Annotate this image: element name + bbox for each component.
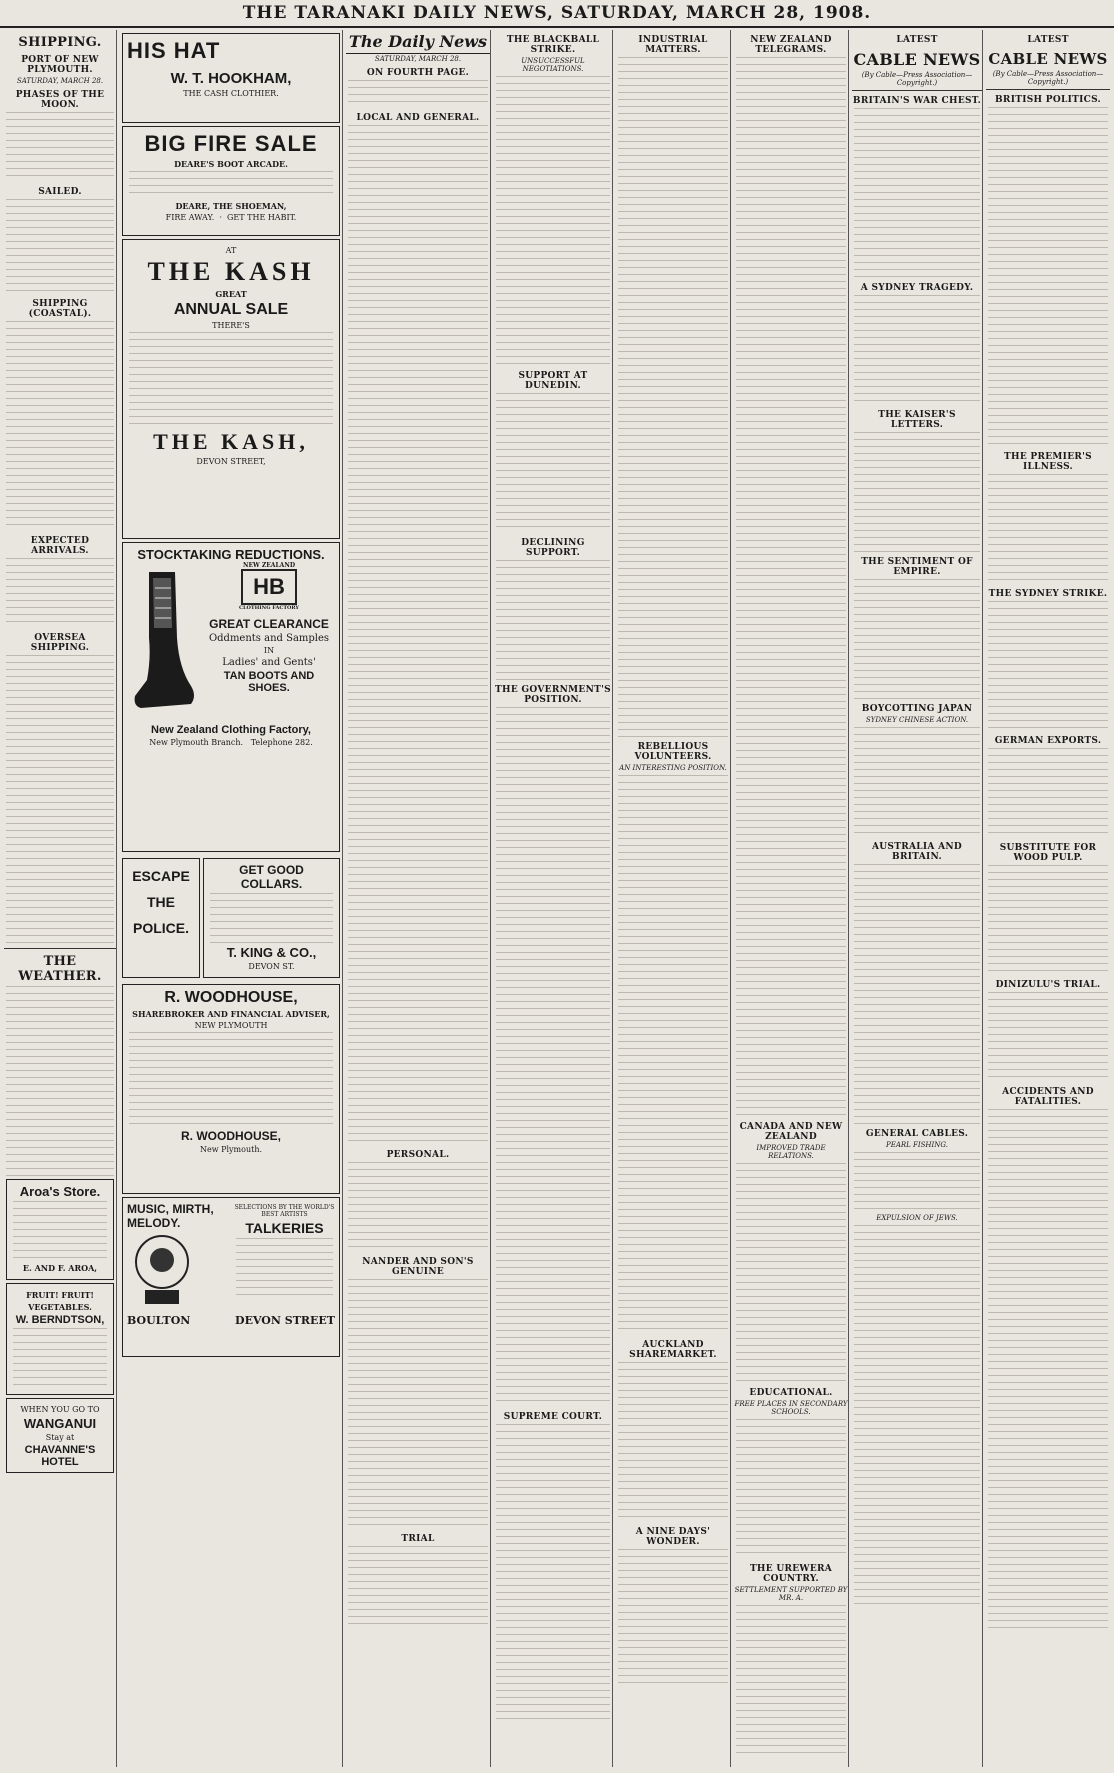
heading-british-politics: BRITISH POLITICS. (995, 95, 1101, 105)
cable-news-title-2: CABLE NEWS (988, 50, 1108, 68)
urewera-text (736, 1605, 846, 1755)
woodhouse-name: R. WOODHOUSE, (164, 989, 298, 1006)
wanganui-line1: WHEN YOU GO TO (20, 1405, 100, 1414)
german-text (988, 748, 1108, 838)
weather-report (6, 986, 114, 1176)
ad-the-kash (122, 239, 340, 539)
boulton-name: BOULTON (127, 1314, 191, 1327)
heading-expected-arrivals: EXPECTED ARRIVALS. (30, 536, 90, 556)
nzcf-tel: Telephone 282. (250, 738, 313, 747)
heading-substitute: SUBSTITUTE FOR WOOD PULP. (999, 843, 1097, 863)
heading-urewera: THE UREWERA COUNTRY. (749, 1564, 833, 1584)
heading-rebellious: REBELLIOUS VOLUNTEERS. (634, 742, 712, 762)
escape-police: ESCAPE THE POLICE. (132, 868, 190, 936)
by-cable-2: (By Cable—Press Association—Copyright.) (992, 70, 1104, 86)
nzcf-content (127, 562, 335, 724)
ad-nz-clothing-factory (122, 542, 340, 852)
his-hat-title: HIS HAT (127, 38, 221, 63)
personal-text (348, 1162, 488, 1252)
column-advertisements (120, 30, 343, 1767)
aroa-title: Aroa's Store. (19, 1184, 101, 1199)
british-politics-text (988, 107, 1108, 447)
talkeries-title: TALKERIES (245, 1220, 324, 1236)
boycotting-sub: SYDNEY CHINESE ACTION. (865, 716, 969, 724)
supreme-text (496, 1424, 610, 1724)
woodhouse-np: NEW PLYMOUTH (194, 1021, 268, 1030)
talkeries-selections: SELECTIONS BY THE WORLD'S BEST ARTISTS (234, 1204, 335, 1218)
educational-sub: FREE PLACES IN SECONDARY SCHOOLS. (734, 1400, 848, 1416)
heading-support-dunedin: SUPPORT AT DUNEDIN. (518, 371, 588, 391)
kash-title-2: THE KASH, (153, 429, 309, 454)
heading-sentiment: THE SENTIMENT OF EMPIRE. (861, 557, 973, 577)
ad-boulton-talkeries (122, 1197, 340, 1357)
educational-text (736, 1419, 846, 1559)
heading-blackball: THE BLACKBALL STRIKE. (506, 35, 600, 55)
accidents-text (988, 1109, 1108, 1629)
war-chest-text (854, 108, 980, 278)
fourth-page-list (348, 80, 488, 108)
woodhouse-np-2: New Plymouth. (199, 1145, 263, 1154)
kash-devon: DEVON STREET, (196, 457, 266, 466)
heading-boycotting: BOYCOTTING JAPAN (861, 704, 973, 714)
column-blackball-strike (494, 30, 613, 1767)
heading-australia: AUSTRALIA AND BRITAIN. (871, 842, 963, 862)
shipping-date: SATURDAY, MARCH 28. (16, 77, 104, 85)
declining-text (496, 560, 610, 680)
hotel-name: CHAVANNE'S HOTEL (24, 1444, 96, 1468)
sailed-list (6, 199, 114, 294)
column-shipping (4, 30, 117, 1767)
general-cables-text (854, 1225, 980, 1605)
heading-kaiser: THE KAISER'S LETTERS. (878, 410, 956, 430)
heading-auckland: AUCKLAND SHAREMARKET. (629, 1340, 717, 1360)
heading-nz-telegrams: NEW ZEALAND TELEGRAMS. (750, 35, 832, 55)
music-title: MUSIC, MIRTH, MELODY. (127, 1202, 214, 1230)
woodhouse-name-2: R. WOODHOUSE, (180, 1129, 281, 1143)
pearl-text (854, 1152, 980, 1212)
heading-declining: DECLINING SUPPORT. (521, 538, 585, 558)
king-name: T. KING & CO., (226, 945, 317, 960)
ad-berndtson (6, 1283, 114, 1395)
kash-annual-sale: ANNUAL SALE (173, 301, 289, 318)
kash-price-list (129, 332, 333, 427)
aroa-body (13, 1201, 107, 1261)
heading-sailed: SAILED. (38, 187, 82, 197)
nzcf-branch: New Plymouth Branch. (149, 738, 244, 747)
heading-canada: CANADA AND NEW ZEALAND (739, 1122, 843, 1142)
heading-personal: PERSONAL. (386, 1150, 450, 1160)
heading-industrial: INDUSTRIAL MATTERS. (638, 35, 708, 55)
blackball-text (496, 76, 610, 366)
govt-text (496, 707, 610, 1407)
kash-theres: THERE'S (212, 321, 250, 330)
heading-fourth-page: ON FOURTH PAGE. (366, 68, 470, 78)
canada-text (736, 1163, 846, 1383)
column-cable-news-2 (986, 30, 1110, 1767)
hb-top: NEW ZEALAND (242, 562, 296, 569)
substitute-text (988, 865, 1108, 975)
berndtson-body (13, 1328, 107, 1388)
clearance-line1: GREAT CLEARANCE (209, 617, 329, 631)
ad-escape-police (122, 858, 200, 978)
fire-away: FIRE AWAY. (165, 213, 215, 222)
clearance-line4: Ladies' and Gents' (222, 657, 316, 668)
column-nz-telegrams (734, 30, 849, 1767)
boot-arcade: DEARE'S BOOT ARCADE. (174, 159, 288, 169)
ad-deare-fire-sale (122, 126, 340, 236)
heading-sydney-tragedy: A SYDNEY TRAGEDY. (860, 283, 974, 293)
dinizulu-text (988, 992, 1108, 1082)
heading-nander: NANDER AND SON'S GENUINE (362, 1257, 474, 1277)
heading-war-chest: BRITAIN'S WAR CHEST. (852, 96, 982, 106)
deare-footer: FIRE AWAY. · GET THE HABIT. (165, 213, 297, 222)
clearance-line5: TAN BOOTS AND SHOES. (223, 670, 315, 694)
latest-label-2: LATEST (1027, 35, 1069, 45)
local-general-text (348, 125, 488, 1145)
hookham-sub: THE CASH CLOTHIER. (183, 89, 279, 98)
column-cable-news-1 (852, 30, 983, 1767)
heading-govt-position: THE GOVERNMENT'S POSITION. (495, 685, 611, 705)
canada-sub: IMPROVED TRADE RELATIONS. (756, 1144, 826, 1160)
daily-news-masthead: The Daily News (346, 30, 490, 54)
urewera-sub: SETTLEMENT SUPPORTED BY MR. A. (734, 1586, 848, 1602)
nander-text (348, 1279, 488, 1529)
boot-illustration (127, 568, 197, 718)
general-sub-2: EXPULSION OF JEWS. (876, 1214, 958, 1222)
woodhouse-sub: SHAREBROKER AND FINANCIAL ADVISER, (132, 1009, 330, 1019)
premier-text (988, 474, 1108, 584)
berndtson-name: W. BERNDTSON, (15, 1314, 105, 1326)
sydney-strike-text (988, 601, 1108, 731)
kash-at: AT (225, 246, 237, 255)
heading-moon-phases: PHASES OF THE MOON. (15, 90, 105, 110)
heading-overseas-shipping: OVERSEA SHIPPING. (30, 633, 90, 653)
clearance-line3: IN (263, 646, 275, 655)
talkeries-row (127, 1202, 335, 1314)
fruit-heading: FRUIT! FRUIT! (26, 1290, 94, 1300)
ad-row-escape-collars (122, 855, 340, 981)
heading-dinizulu: DINIZULU'S TRIAL. (995, 980, 1101, 990)
sydney-text (854, 295, 980, 405)
woodhouse-body (129, 1032, 333, 1127)
boycotting-text (854, 727, 980, 837)
stocktaking-title: STOCKTAKING REDUCTIONS. (137, 547, 325, 562)
heading-premier-illness: THE PREMIER'S ILLNESS. (1004, 452, 1092, 472)
edison-phonograph-icon (127, 1230, 197, 1310)
talkeries-left (127, 1202, 228, 1314)
hookham-name: W. T. HOOKHAM, (170, 70, 292, 87)
ad-hookham (122, 33, 340, 123)
veg-heading: VEGETABLES. (28, 1302, 92, 1312)
sentiment-text (854, 579, 980, 699)
king-street: DEVON ST. (248, 962, 295, 971)
auckland-text (618, 1362, 728, 1522)
kash-title: THE KASH (147, 257, 315, 286)
kaiser-text (854, 432, 980, 552)
heading-general-cables: GENERAL CABLES. (865, 1129, 969, 1139)
moon-phase-table (6, 112, 114, 182)
nzcf-text (203, 562, 335, 694)
heading-supreme-court: SUPREME COURT. (503, 1412, 603, 1422)
telegrams-text (736, 57, 846, 1117)
ad-aroa-store (6, 1179, 114, 1280)
ad-king-collars (203, 858, 340, 978)
heading-educational: EDUCATIONAL. (749, 1388, 833, 1398)
clearance-line2: Oddments and Samples (208, 633, 330, 644)
general-sub-1: PEARL FISHING. (886, 1141, 948, 1149)
dunedin-text (496, 393, 610, 533)
by-cable-1: (By Cable—Press Association—Copyright.) (861, 71, 973, 87)
australia-text (854, 864, 980, 1124)
heading-sydney-strike: THE SYDNEY STRIKE. (988, 589, 1108, 599)
daily-news-date: SATURDAY, MARCH 28. (374, 55, 462, 63)
cable-news-title-1: CABLE NEWS (853, 50, 981, 69)
hb-logo: HB (241, 569, 297, 605)
talkeries-right (234, 1202, 335, 1314)
heading-nine-days: A NINE DAYS' WONDER. (635, 1527, 711, 1547)
rebellious-text (618, 775, 728, 1335)
kash-great: GREAT (215, 289, 247, 299)
boulton-footer (127, 1314, 335, 1327)
heading-german-exports: GERMAN EXPORTS. (994, 736, 1102, 746)
boulton-street: DEVON STREET (235, 1314, 335, 1327)
collars-body (210, 893, 333, 943)
nzcf-footer (127, 738, 335, 747)
heading-shipping-coastal: SHIPPING (COASTAL). (28, 299, 92, 319)
nine-days-text (618, 1549, 728, 1689)
arrivals-list (6, 558, 114, 628)
wanganui-line3: Stay at (45, 1433, 75, 1442)
blackball-sub: UNSUCCESSFUL NEGOTIATIONS. (521, 57, 585, 73)
big-fire-sale: BIG FIRE SALE (144, 131, 318, 156)
latest-label-1: LATEST (896, 35, 938, 45)
trial-text (348, 1546, 488, 1626)
deare-shoeman: DEARE, THE SHOEMAN, (175, 201, 287, 211)
collars-title: GET GOOD COLLARS. (239, 863, 304, 891)
heading-accidents: ACCIDENTS AND FATALITIES. (1002, 1087, 1094, 1107)
industrial-text (618, 57, 728, 737)
heading-trial: TRIAL (401, 1534, 435, 1544)
heading-shipping: SHIPPING. (18, 35, 102, 50)
deare-body (129, 171, 333, 199)
hb-bottom: CLOTHING FACTORY (239, 605, 299, 611)
newspaper-masthead: THE TARANAKI DAILY NEWS, SATURDAY, MARCH 28, 1908. (0, 0, 1114, 28)
heading-weather: THE WEATHER. (18, 954, 102, 984)
heading-port: PORT OF NEW PLYMOUTH. (21, 55, 99, 75)
ad-woodhouse (122, 984, 340, 1194)
overseas-list (6, 655, 114, 945)
ad-chavannes-hotel (6, 1398, 114, 1473)
column-daily-news (346, 30, 491, 1767)
column-industrial (616, 30, 731, 1767)
talkeries-body (236, 1238, 333, 1298)
aroa-name: E. AND F. AROA, (22, 1263, 98, 1273)
rebellious-sub: AN INTERESTING POSITION. (619, 764, 727, 772)
get-habit: GET THE HABIT. (227, 213, 297, 222)
coastal-list (6, 321, 114, 531)
nzcf-name: New Zealand Clothing Factory, (151, 724, 311, 736)
wanganui-line2: WANGANUI (23, 1416, 97, 1431)
heading-local-general: LOCAL AND GENERAL. (356, 113, 480, 123)
